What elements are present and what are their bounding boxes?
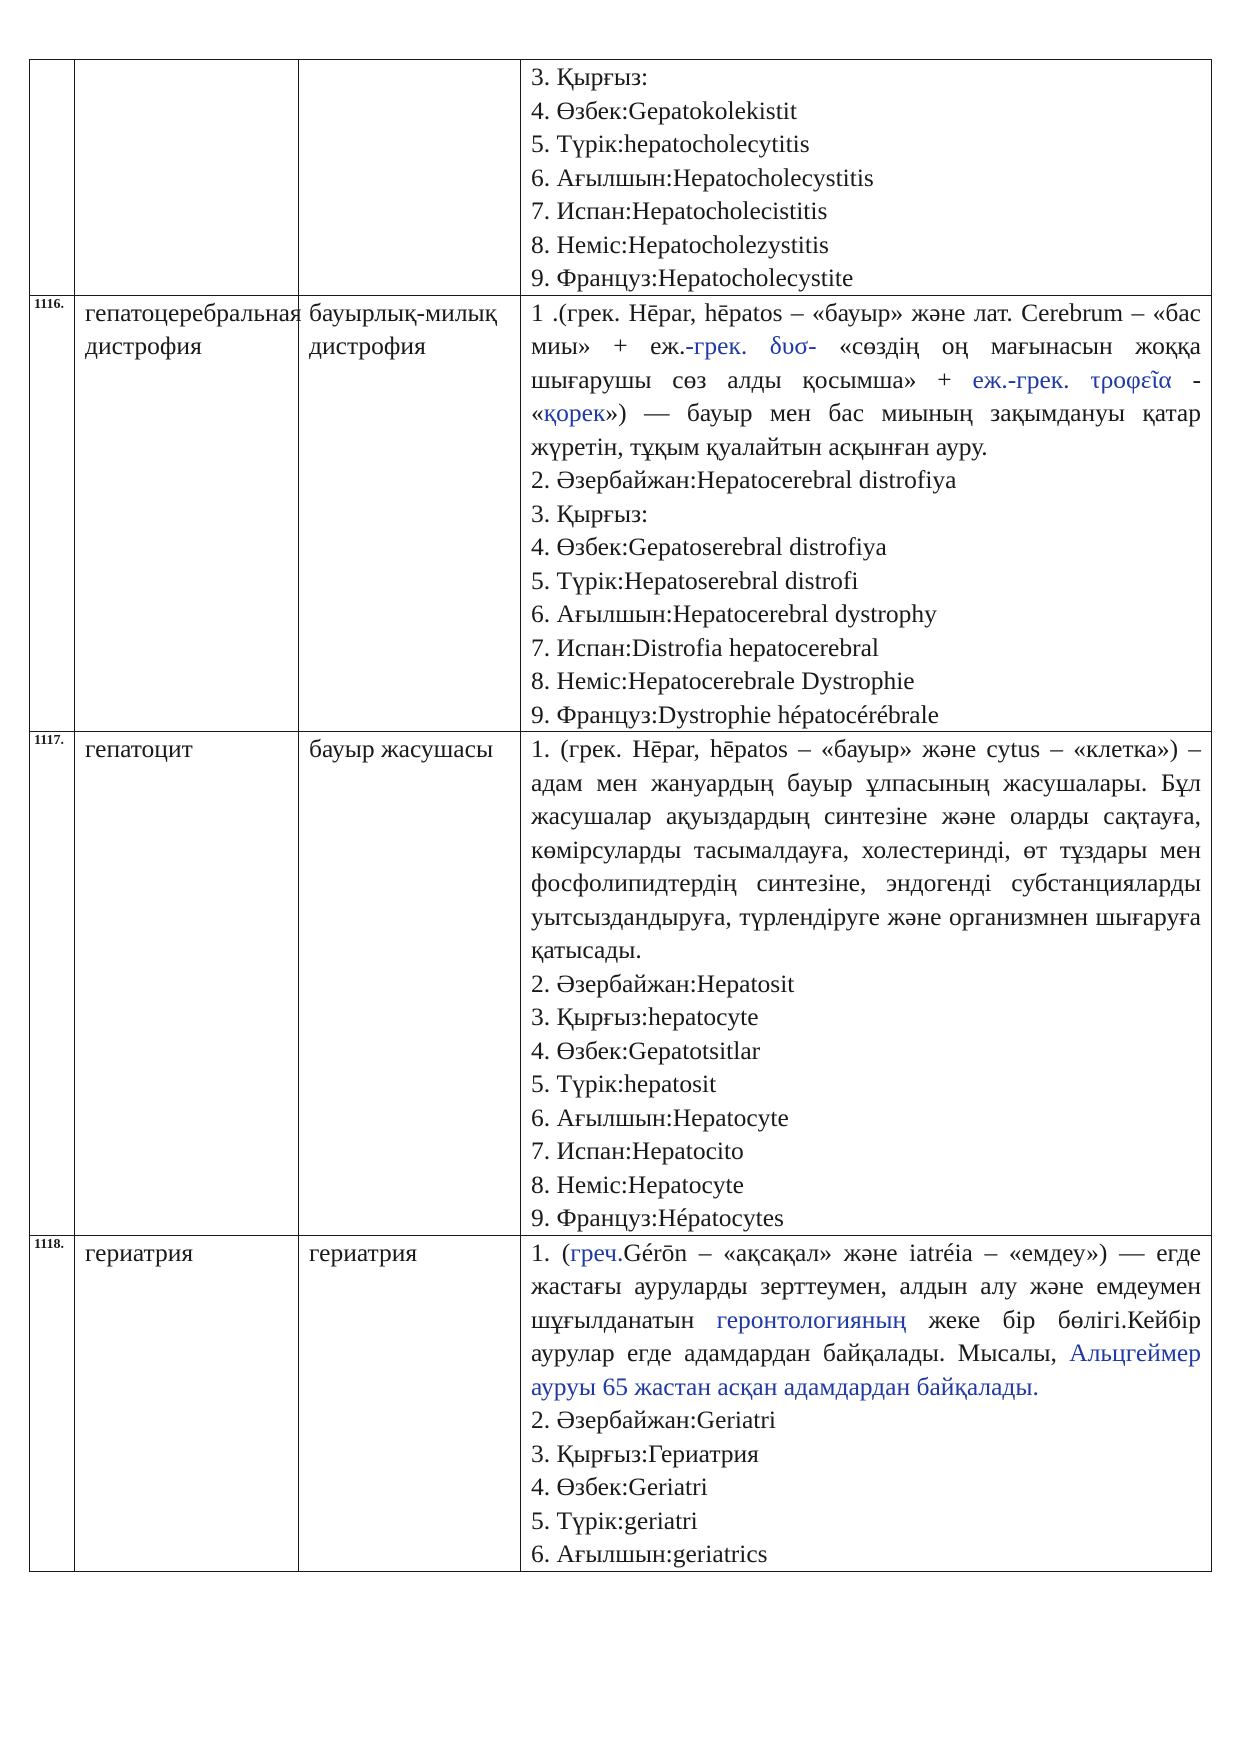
- language-line: 4. Өзбек:Geriatri: [531, 1472, 708, 1501]
- language-line: 3. Қырғыз:: [531, 62, 649, 91]
- language-line: 5. Түрік:geriatri: [531, 1505, 698, 1535]
- definition-link-segment: Альцгеймер ауруы 65 жастан асқан адамдардан байқалады.: [531, 1338, 1201, 1401]
- definition-link-segment: қорек: [543, 398, 606, 427]
- entry-number: 1116.: [34, 296, 64, 312]
- term-cell: [75, 1235, 299, 1571]
- language-line: 4. Өзбек:Gepatoserebral distrofiya: [531, 532, 887, 561]
- language-line: 8. Неміс:Hepatocyte: [531, 1169, 744, 1199]
- language-line: 3. Қырғыз:Гериатрия: [531, 1438, 759, 1468]
- language-line: 6. Ағылшын:Hepatocerebral dystrophy: [531, 599, 937, 628]
- term-text: гериатрия: [85, 1237, 194, 1267]
- entry-number-cell: [30, 295, 75, 732]
- term-text: гепатоцит: [85, 734, 193, 763]
- definition-link-segment: геронтологияның: [716, 1304, 907, 1334]
- language-line: 7. Испан:Hepatocholecistitis: [531, 196, 828, 225]
- language-line: 8. Неміс:Hepatocerebrale Dystrophie: [531, 666, 915, 695]
- translation-text: бауырлық-милық дистрофия: [309, 297, 498, 360]
- definition-cell: [521, 732, 1212, 1236]
- definition-cell: [521, 60, 1212, 296]
- definition-text: [531, 1236, 1201, 1404]
- table-row: [30, 295, 1212, 732]
- term-cell: [75, 60, 299, 296]
- translation-cell: [299, 732, 521, 1236]
- table-row: [30, 1235, 1212, 1571]
- definition-segment: Gérōn – «ақсақал» және iatréia – «емдеу») — егде жастағы ауруларды зерттеумен, алдын алу және емдеумен шұғылданатын: [531, 1237, 1201, 1334]
- definition-segment: жеке бір бөлігі.Кейбір аурулар егде адамдардан байқалады. Мысалы,: [531, 1304, 1201, 1367]
- definition-segment: «сөздің оң мағынасын жоққа шығарушы сөз алды қосымша» +: [531, 331, 1202, 394]
- definition-text: [531, 732, 1201, 967]
- translation-cell: [299, 1235, 521, 1571]
- entry-number-cell: [30, 1235, 75, 1571]
- language-line: 7. Испан:Distrofia hepatocerebral: [531, 632, 880, 662]
- language-line: 9. Француз:Dystrophie hépatocérébrale: [531, 699, 939, 729]
- language-line: 5. Түрік:Hepatoserebral distrofi: [531, 565, 859, 595]
- table-row: [30, 732, 1212, 1236]
- translation-cell: [299, 295, 521, 732]
- dictionary-table-body: [30, 60, 1212, 1572]
- language-line: 2. Әзербайжан:Hepatocerebral distrofiya: [531, 465, 957, 494]
- language-line: 6. Ағылшын:Hepatocholecystitis: [531, 162, 874, 192]
- term-cell: [75, 295, 302, 732]
- language-line: 3. Қырғыз:: [531, 498, 649, 528]
- definition-segment: 1. (грек. Hēpar, hēpatos – «бауыр» және cytus – «клетка») – адам мен жануардың бауыр ұлпасының жасушалары. Бұл жасушалар ақуыздардың синтезіне және оларды сақтауға, көмірсуларды тасымалдауға, холестеринді, өт тұздары мен фосфолипидтердің синтезіне, эндогенді субстанцияларды уытсыздандыруға, түрлендіруге және организмнен шығаруға қатысады.: [531, 734, 1201, 964]
- language-line: 9. Француз:Hepatocholecystite: [531, 263, 854, 292]
- language-line: 6. Ағылшын:geriatrics: [531, 1539, 768, 1568]
- language-line: 7. Испан:Hepatocito: [531, 1136, 744, 1165]
- term-text: гепатоцеребральная дистрофия: [85, 297, 302, 360]
- language-line: 8. Неміс:Hepatocholezystitis: [531, 229, 829, 259]
- definition-link-segment: греч.: [570, 1237, 624, 1267]
- language-line: 5. Түрік:hepatocholecytitis: [531, 129, 810, 158]
- definition-segment: - «: [531, 364, 1201, 427]
- language-line: 9. Француз:Hépatocytes: [531, 1203, 784, 1232]
- definition-link-segment: -грек. δυσ-: [685, 331, 817, 360]
- definition-segment: 1 .(грек. Hēpar, hēpatos – «бауыр» және лат. Cerebrum – «бас миы» + еж.: [531, 297, 1201, 360]
- language-line: 3. Қырғыз:hepatocyte: [531, 1002, 759, 1031]
- language-line: 4. Өзбек:Gepatotsitlar: [531, 1035, 761, 1065]
- translation-text: гериатрия: [309, 1237, 418, 1267]
- language-line: 4. Өзбек:Gepatokolekistit: [531, 95, 797, 125]
- table-row: [30, 60, 1212, 296]
- dictionary-table: [29, 59, 1212, 1572]
- definition-cell: [521, 1235, 1212, 1571]
- language-line: 5. Түрік:hepatosit: [531, 1069, 717, 1098]
- language-line: 2. Әзербайжан:Hepatosit: [531, 968, 795, 998]
- definition-link-segment: еж.-грек. τροφεῖα: [972, 364, 1172, 394]
- entry-number-cell: [30, 732, 75, 1236]
- language-line: 2. Әзербайжан:Geriatri: [531, 1405, 776, 1434]
- definition-cell: [521, 295, 1212, 732]
- term-cell: [75, 732, 299, 1236]
- translation-cell: [299, 60, 521, 296]
- entry-number: 1118.: [34, 1236, 64, 1252]
- definition-segment: 1. (: [531, 1237, 571, 1267]
- language-line: 6. Ағылшын:Hepatocyte: [531, 1102, 789, 1132]
- definition-text: [531, 296, 1201, 464]
- definition-segment: ») — бауыр мен бас миының зақымдануы қатар жүретін, тұқым қуалайтын асқынған ауру.: [531, 398, 1201, 461]
- translation-text: бауыр жасушасы: [309, 734, 494, 763]
- entry-number: 1117.: [34, 733, 64, 748]
- entry-number-cell: [30, 60, 75, 296]
